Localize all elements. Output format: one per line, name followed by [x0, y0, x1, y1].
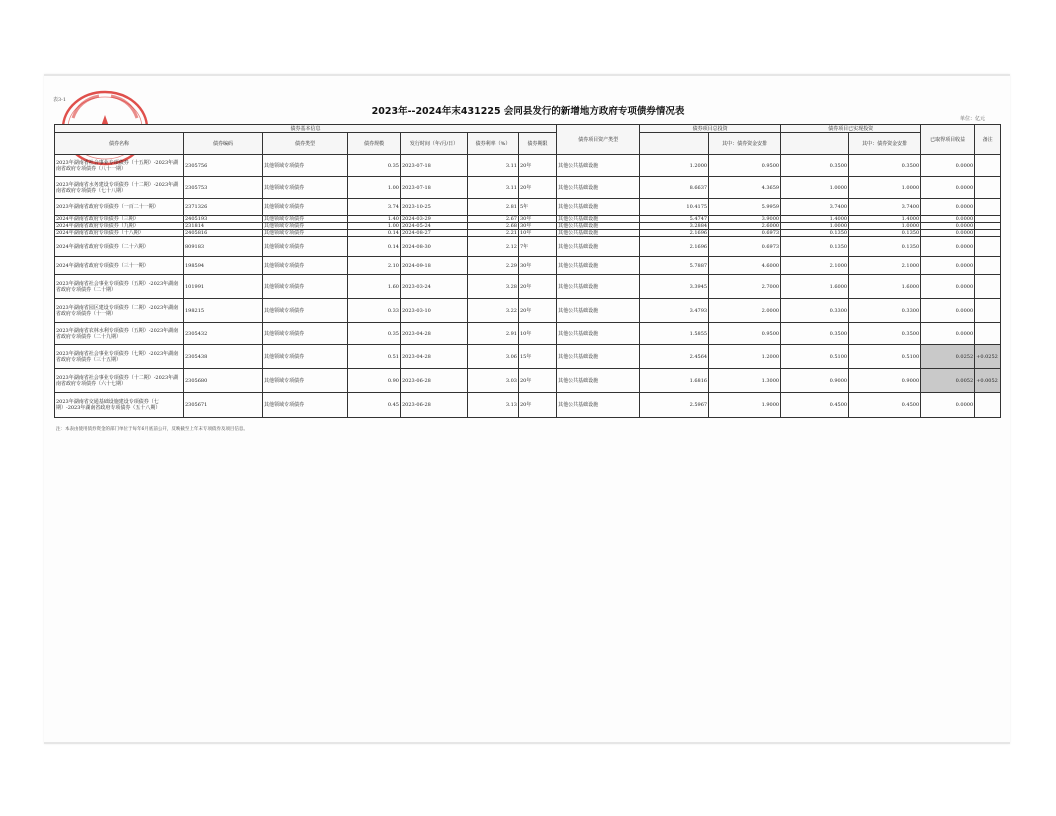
cell-date: 2024-08-30: [401, 237, 468, 257]
cell-total: 3.4793: [640, 299, 709, 323]
cell-term: 20年: [519, 393, 557, 418]
cell-total: 2.1696: [640, 237, 709, 257]
sheet-top-edge: [44, 74, 1010, 76]
cell-realized: 0.1350: [781, 230, 849, 237]
cell-total-bond: 1.2000: [709, 345, 781, 369]
cell-kind: 其他领域专项债券: [263, 257, 348, 275]
cell-income: 0.0000: [921, 299, 975, 323]
cell-asset-type: 其他公共基础设施: [557, 223, 640, 230]
cell-term: 20年: [519, 275, 557, 299]
bond-table: [54, 124, 1001, 418]
cell-date: 2024-08-27: [401, 230, 468, 237]
cell-total: 2.1696: [640, 230, 709, 237]
cell-term: 10年: [519, 230, 557, 237]
table-row: [55, 199, 1001, 216]
col-header-code: 债券编码: [184, 133, 263, 155]
cell-income: 0.0000: [921, 275, 975, 299]
cell-name: 2024年湖南省政府专项债券（十八期）: [55, 230, 184, 237]
cell-realized-bond: 3.7400: [849, 199, 921, 216]
cell-total: 10.4175: [640, 199, 709, 216]
cell-name: 2024年湖南省政府专项债券（九期）: [55, 223, 184, 230]
cell-term: 15年: [519, 345, 557, 369]
cell-total-bond: 0.9500: [709, 155, 781, 177]
cell-income: 0.0000: [921, 237, 975, 257]
cell-asset-type: 其他公共基础设施: [557, 299, 640, 323]
cell-date: 2023-04-28: [401, 323, 468, 345]
cell-code: 2305438: [184, 345, 263, 369]
table-body: [55, 155, 1001, 418]
table-row: [55, 237, 1001, 257]
cell-total-bond: 1.9000: [709, 393, 781, 418]
cell-scale: 1.40: [348, 216, 401, 223]
cell-term: 20年: [519, 177, 557, 199]
cell-term: 7年: [519, 237, 557, 257]
cell-scale: 1.60: [348, 275, 401, 299]
cell-realized-bond: 0.3500: [849, 323, 921, 345]
col-header-total-bond: 其中：债券资金安排: [709, 133, 781, 155]
cell-realized: 1.6000: [781, 275, 849, 299]
cell-scale: 1.00: [348, 223, 401, 230]
cell-term: 10年: [519, 323, 557, 345]
cell-code: 2405193: [184, 216, 263, 223]
cell-income: 0.0000: [921, 199, 975, 216]
cell-remark: [975, 257, 1001, 275]
cell-asset-type: 其他公共基础设施: [557, 275, 640, 299]
cell-scale: 2.10: [348, 257, 401, 275]
cell-realized: 2.1000: [781, 257, 849, 275]
cell-total: 1.6816: [640, 369, 709, 393]
group-header-basic: 债券基本信息: [55, 125, 557, 133]
cell-total: 1.2000: [640, 155, 709, 177]
cell-total: 5.7887: [640, 257, 709, 275]
cell-remark: [975, 223, 1001, 230]
cell-remark: [975, 199, 1001, 216]
cell-scale: 3.74: [348, 199, 401, 216]
unit-label: 单位：亿元: [960, 116, 986, 122]
col-header-scale: 债券规模: [348, 133, 401, 155]
cell-total-bond: 3.9000: [709, 216, 781, 223]
cell-scale: 0.45: [348, 393, 401, 418]
cell-total: 2.5967: [640, 393, 709, 418]
cell-realized-bond: 0.1350: [849, 237, 921, 257]
group-header-asset-type: 债券项目资产类型: [557, 125, 640, 155]
cell-name: 2023年湖南省交通基础设施建设专项债券（七期）-2023年湖南省政府专项债券（五十八期）: [55, 393, 184, 418]
cell-asset-type: 其他公共基础设施: [557, 369, 640, 393]
cell-remark: [975, 237, 1001, 257]
cell-name: 2023年湖南省社会事业专项债券（七期）-2023年湖南省政府专项债券（三十五期）: [55, 345, 184, 369]
cell-total: 3.2884: [640, 223, 709, 230]
table-row: [55, 257, 1001, 275]
cell-date: 2023-06-28: [401, 393, 468, 418]
cell-name: 2023年湖南省社会事业专项债券（五期）-2023年湖南省政府专项债券（二十期）: [55, 275, 184, 299]
col-header-rate: 债券利率（%）: [468, 133, 519, 155]
cell-total-bond: 0.6973: [709, 237, 781, 257]
cell-remark: [975, 216, 1001, 223]
cell-date: 2023-03-24: [401, 275, 468, 299]
cell-date: 2023-10-25: [401, 199, 468, 216]
cell-income: 0.0000: [921, 393, 975, 418]
table-row: [55, 275, 1001, 299]
cell-kind: 其他领域专项债券: [263, 237, 348, 257]
cell-total: 8.6637: [640, 177, 709, 199]
cell-name: 2024年湖南省政府专项债券（三十一期）: [55, 257, 184, 275]
cell-realized-bond: 1.0000: [849, 223, 921, 230]
cell-term: 5年: [519, 199, 557, 216]
cell-total-bond: 2.6000: [709, 223, 781, 230]
cell-scale: 0.51: [348, 345, 401, 369]
cell-name: 2023年湖南省园区建设专项债券（二期）-2023年湖南省政府专项债券（十一期）: [55, 299, 184, 323]
cell-realized-bond: 1.6000: [849, 275, 921, 299]
cell-name: 2023年湖南省社会事业专项债券（十五期）-2023年湖南省政府专项债券（八十一期）: [55, 155, 184, 177]
sheet-bottom-edge: [44, 742, 1010, 744]
cell-code: 198215: [184, 299, 263, 323]
cell-rate: 2.68: [468, 223, 519, 230]
cell-name: 2023年湖南省农林水利专项债券（五期）-2023年湖南省政府专项债券（二十九期）: [55, 323, 184, 345]
col-header-realized: [781, 133, 849, 155]
cell-realized: 1.4000: [781, 216, 849, 223]
cell-kind: 其他领域专项债券: [263, 299, 348, 323]
cell-date: 2023-07-18: [401, 155, 468, 177]
cell-asset-type: 其他公共基础设施: [557, 345, 640, 369]
cell-kind: 其他领域专项债券: [263, 216, 348, 223]
table-row: [55, 393, 1001, 418]
cell-asset-type: 其他公共基础设施: [557, 216, 640, 223]
cell-code: 2405816: [184, 230, 263, 237]
cell-date: 2023-06-28: [401, 369, 468, 393]
cell-asset-type: 其他公共基础设施: [557, 237, 640, 257]
cell-kind: 其他领域专项债券: [263, 230, 348, 237]
cell-rate: 3.22: [468, 299, 519, 323]
cell-remark: [975, 323, 1001, 345]
cell-kind: 其他领域专项债券: [263, 275, 348, 299]
cell-realized-bond: 0.4500: [849, 393, 921, 418]
cell-code: 2305432: [184, 323, 263, 345]
cell-scale: 0.14: [348, 237, 401, 257]
cell-kind: 其他领域专项债券: [263, 369, 348, 393]
cell-total-bond: 2.7000: [709, 275, 781, 299]
cell-total: 3.3945: [640, 275, 709, 299]
cell-remark: [975, 155, 1001, 177]
cell-income: 0.0000: [921, 155, 975, 177]
col-header-total: [640, 133, 709, 155]
cell-total-bond: 1.3000: [709, 369, 781, 393]
cell-realized: 0.9000: [781, 369, 849, 393]
group-header-realized-investment: 债券项目已实现投资: [781, 125, 921, 133]
cell-name: 2024年湖南省政府专项债券（三期）: [55, 216, 184, 223]
cell-code: 2305671: [184, 393, 263, 418]
cell-total: 5.4747: [640, 216, 709, 223]
cell-realized: 3.7400: [781, 199, 849, 216]
table-row: [55, 223, 1001, 230]
cell-total-bond: 5.9959: [709, 199, 781, 216]
cell-kind: 其他领域专项债券: [263, 199, 348, 216]
table-row: [55, 216, 1001, 223]
cell-term: 30年: [519, 216, 557, 223]
footnote: 注：本表由使用债券资金的部门单位于每年6月底前公开，反映截至上年末专项债券及项目信息。: [56, 427, 248, 432]
cell-realized-bond: 0.3500: [849, 155, 921, 177]
cell-realized-bond: 1.0000: [849, 177, 921, 199]
cell-code: 2305680: [184, 369, 263, 393]
cell-income: 0.0000: [921, 323, 975, 345]
col-header-name: 债券名称: [55, 133, 184, 155]
cell-code: 198594: [184, 257, 263, 275]
cell-realized-bond: 0.1350: [849, 230, 921, 237]
cell-scale: 0.33: [348, 299, 401, 323]
cell-realized: 0.5100: [781, 345, 849, 369]
cell-rate: 2.29: [468, 257, 519, 275]
cell-realized: 1.0000: [781, 177, 849, 199]
cell-name: 2023年湖南省政府专项债券（一百二十一期）: [55, 199, 184, 216]
cell-asset-type: 其他公共基础设施: [557, 257, 640, 275]
col-header-kind: 债券类型: [263, 133, 348, 155]
cell-kind: 其他领域专项债券: [263, 393, 348, 418]
cell-kind: 其他领域专项债券: [263, 223, 348, 230]
cell-realized-bond: 2.1000: [849, 257, 921, 275]
cell-realized-bond: 0.5100: [849, 345, 921, 369]
table-row: [55, 369, 1001, 393]
cell-rate: 2.67: [468, 216, 519, 223]
cell-code: 809183: [184, 237, 263, 257]
cell-kind: 其他领域专项债券: [263, 345, 348, 369]
cell-date: 2024-09-18: [401, 257, 468, 275]
cell-code: 2305753: [184, 177, 263, 199]
cell-kind: 其他领域专项债券: [263, 177, 348, 199]
cell-date: 2023-07-18: [401, 177, 468, 199]
cell-remark: [975, 299, 1001, 323]
cell-realized: 0.3500: [781, 323, 849, 345]
cell-scale: 0.35: [348, 323, 401, 345]
cell-kind: 其他领域专项债券: [263, 155, 348, 177]
cell-asset-type: 其他公共基础设施: [557, 177, 640, 199]
cell-total-bond: 0.6973: [709, 230, 781, 237]
cell-asset-type: 其他公共基础设施: [557, 155, 640, 177]
cell-date: 2023-03-10: [401, 299, 468, 323]
cell-total: 2.4564: [640, 345, 709, 369]
cell-date: 2023-04-28: [401, 345, 468, 369]
cell-realized-bond: 0.3300: [849, 299, 921, 323]
cell-realized: 0.3500: [781, 155, 849, 177]
cell-rate: 2.81: [468, 199, 519, 216]
cell-date: 2024-03-29: [401, 216, 468, 223]
cell-rate: 2.21: [468, 230, 519, 237]
cell-name: 2024年湖南省政府专项债券（二十六期）: [55, 237, 184, 257]
cell-asset-type: 其他公共基础设施: [557, 393, 640, 418]
cell-rate: 3.13: [468, 393, 519, 418]
cell-income: 0.0000: [921, 223, 975, 230]
cell-remark: [975, 275, 1001, 299]
cell-total: 1.5855: [640, 323, 709, 345]
cell-remark: [975, 230, 1001, 237]
group-header-remark: 备注: [975, 125, 1001, 155]
cell-realized: 1.0000: [781, 223, 849, 230]
cell-realized: 0.1350: [781, 237, 849, 257]
table-row: [55, 177, 1001, 199]
cell-rate: 2.91: [468, 323, 519, 345]
cell-remark: [975, 393, 1001, 418]
table-row: [55, 345, 1001, 369]
cell-income: 0.0252: [921, 345, 975, 369]
cell-income: 0.0000: [921, 216, 975, 223]
table-row: [55, 323, 1001, 345]
col-header-issue-date: 发行时间（年/月/日）: [401, 133, 468, 155]
cell-total-bond: 2.0000: [709, 299, 781, 323]
table-row: [55, 155, 1001, 177]
cell-income: 0.0000: [921, 257, 975, 275]
cell-realized-bond: 0.9000: [849, 369, 921, 393]
group-header-income: 已取得项目收益: [921, 125, 975, 155]
cell-name: 2023年湖南省社会事业专项债券（十二期）-2023年湖南省政府专项债券（六十七期）: [55, 369, 184, 393]
cell-realized-bond: 1.4000: [849, 216, 921, 223]
cell-scale: 0.14: [348, 230, 401, 237]
cell-rate: 3.28: [468, 275, 519, 299]
cell-remark: +0.0052: [975, 369, 1001, 393]
cell-total-bond: 4.6000: [709, 257, 781, 275]
cell-total-bond: 4.3659: [709, 177, 781, 199]
cell-kind: 其他领域专项债券: [263, 323, 348, 345]
cell-code: 231814: [184, 223, 263, 230]
cell-asset-type: 其他公共基础设施: [557, 323, 640, 345]
cell-name: 2023年湖南省水务建设专项债券（十二期）-2023年湖南省政府专项债券（七十八期）: [55, 177, 184, 199]
cell-remark: +0.0252: [975, 345, 1001, 369]
table-tag: 表3-1: [53, 97, 67, 103]
cell-scale: 0.90: [348, 369, 401, 393]
cell-term: 20年: [519, 155, 557, 177]
cell-code: 2371326: [184, 199, 263, 216]
col-header-term: 债券期限: [519, 133, 557, 155]
cell-total-bond: 0.9500: [709, 323, 781, 345]
cell-asset-type: 其他公共基础设施: [557, 199, 640, 216]
cell-code: 101991: [184, 275, 263, 299]
group-header-total-investment: 债券项目总投资: [640, 125, 781, 133]
cell-asset-type: 其他公共基础设施: [557, 230, 640, 237]
cell-scale: 1.00: [348, 177, 401, 199]
table-row: [55, 230, 1001, 237]
table-row: [55, 299, 1001, 323]
cell-rate: 3.11: [468, 177, 519, 199]
cell-code: 2305756: [184, 155, 263, 177]
cell-rate: 3.11: [468, 155, 519, 177]
cell-scale: 0.35: [348, 155, 401, 177]
cell-rate: 3.03: [468, 369, 519, 393]
cell-date: 2024-05-24: [401, 223, 468, 230]
cell-term: 20年: [519, 369, 557, 393]
cell-term: 30年: [519, 223, 557, 230]
cell-rate: 2.12: [468, 237, 519, 257]
document-title: 2023年--2024年末431225 会同县发行的新增地方政府专项债券情况表: [371, 106, 685, 117]
cell-term: 30年: [519, 257, 557, 275]
col-header-realized-bond: 其中：债券资金安排: [849, 133, 921, 155]
cell-realized: 0.4500: [781, 393, 849, 418]
cell-remark: [975, 177, 1001, 199]
cell-income: 0.0052: [921, 369, 975, 393]
cell-realized: 0.3300: [781, 299, 849, 323]
cell-term: 20年: [519, 299, 557, 323]
cell-rate: 3.06: [468, 345, 519, 369]
cell-income: 0.0000: [921, 230, 975, 237]
cell-income: 0.0000: [921, 177, 975, 199]
